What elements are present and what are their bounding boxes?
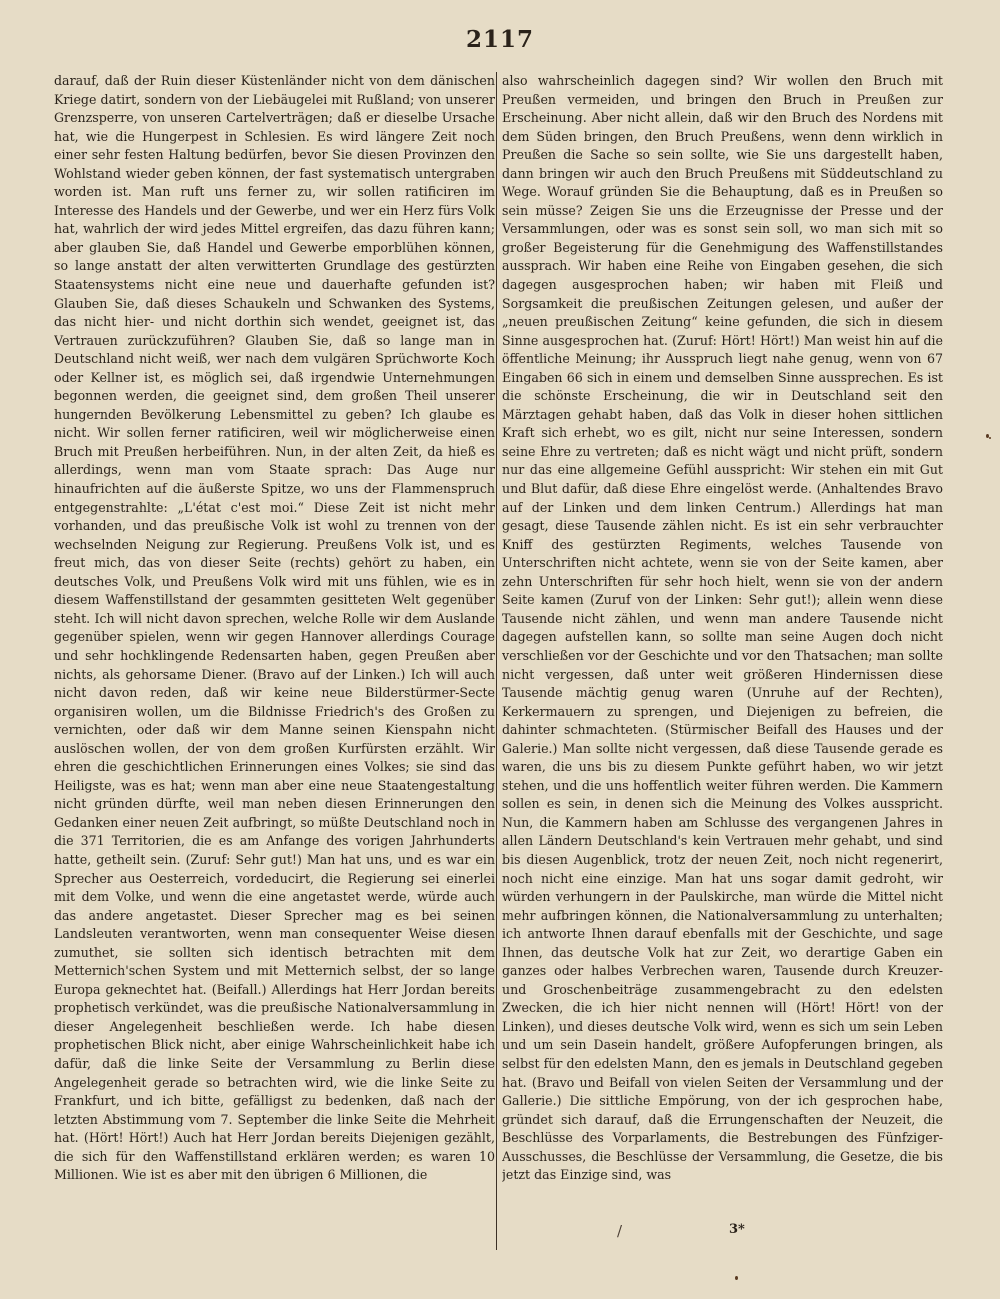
- ink-speck: [989, 437, 991, 439]
- page-number: 2117: [465, 26, 534, 53]
- right-column-text: also wahrscheinlich dagegen sind? Wir wollen den Bruch mit Preußen vermeiden, und bringen den Bruch in Preußen zur Erscheinung. Aber nicht allein, daß wir den Bruch des Nordens mit dem Süden bringen, den Bruch Preußens, wenn denn wirklich in Preußen die Sache so sein sollte, wie Sie uns dargestellt haben, dann bringen wir auch den Bruch Preußens mit Süddeutschland zu Wege. Worauf gründen Sie die Behauptung, daß es in Preußen so sein müsse? Zeigen Sie uns die Erzeugnisse der Presse und der Versammlungen, oder was es sonst sein soll, wo man sich mit so großer Begeisterung für die Genehmigung des Waffenstillstandes aussprach. Wir haben eine Reihe von Eingaben gesehen, die sich dagegen ausgesprochen haben; wir haben mit Fleiß und Sorgsamkeit die preußischen Zeitungen gelesen, und außer der „neuen preußischen Zeitung“ keine gefunden, die sich in diesem Sinne ausgesprochen hat. (Zuruf: Hört! Hört!) Man weist hin auf die öffentliche Meinung; ihr Ausspruch liegt nahe genug, wenn von 67 Eingaben 66 sich in einem und demselben Sinne aussprechen. Es ist die schönste Erscheinung, die wir in Deutschland seit den Märztagen gehabt haben, daß das Volk in dieser hohen sittlichen Kraft sich erhebt, wo es gilt, nicht nur seine Interessen, sondern seine Ehre zu vertreten; daß es nicht wägt und nicht prüft, sondern nur das eine allgemeine Gefühl ausspricht: Wir stehen ein mit Gut und Blut dafür, daß diese Ehre eingelöst werde. (Anhaltendes Bravo auf der Linken und dem linken Centrum.) Allerdings hat man gesagt, diese Tausende zählen nicht. Es ist ein sehr verbrauchter Kniff des gestürzten Regiments, welches Tausende von Unterschriften nicht achtete, wenn sie von der Seite kamen, aber zehn Unterschriften für sehr hoch hielt, wenn sie von der andern Seite kamen (Zuruf von der Linken: Sehr gut!); allein wenn diese Tausende nicht zählen, und wenn man andere Tausende nicht dagegen aufstellen kann, so sollte man seine Augen doch nicht verschließen vor der Geschichte und vor den Thatsachen; man sollte nicht vergessen, daß unter weit größeren Hindernissen diese Tausende mächtig genug waren (Unruhe auf der Rechten), Kerkermauern zu sprengen, und Diejenigen zu befreien, die dahinter schmachteten. (Stürmischer Beifall des Hauses und der Galerie.) Man sollte nicht vergessen, daß diese Tausende gerade es waren, die uns bis zu diesem Punkte geführt haben, wo wir jetzt stehen, und die uns hoffentlich weiter führen werden. Die Kammern sollen es sein, in denen sich die Meinung des Volkes ausspricht. Nun, die Kammern haben am Schlusse des vergangenen Jahres in allen Ländern Deutschland's kein Vertrauen mehr gehabt, und sind bis diesen Augenblick, trotz der neuen Zeit, noch nicht regenerirt, noch nicht eine einzige. Man hat uns sogar damit gedroht, wir würden verhungern in der Paulskirche, man würde die Mittel nicht mehr aufbringen können, die Nationalversammlung zu unterhalten; ich antworte Ihnen darauf ebenfalls mit der Geschichte, und sage Ihnen, das deutsche Volk hat zur Zeit, wo derartige Gaben ein ganzes oder halbes Verbrechen waren, Tausende durch Kreuzer- und Groschenbeiträge zusammengebracht zu den edelsten Zwecken, die ich hier nicht nennen will (Hört! Hört! von der Linken), und dieses deutsche Volk wird, wenn es sich um sein Leben und um sein Dasein handelt, größere Aufopferungen bringen, als selbst für den edelsten Mann, den es jemals in Deutschland gegeben hat. (Bravo und Beifall von vielen Seiten der Versammlung und der Gallerie.) Die sittliche Empörung, von der ich gesprochen habe, gründet sich darauf, daß die Errungenschaften der Neuzeit, die Beschlüsse des Vorparlaments, die Bestrebungen des Fünfziger-Ausschusses, die Beschlüsse der Versammlung, die Gesetze, die bis jetzt das Einzige sind, was: [502, 73, 943, 1183]
- right-column: [502, 72, 943, 1248]
- left-column-text: darauf, daß der Ruin dieser Küstenländer nicht von dem dänischen Kriege datirt, sondern von der Liebäugelei mit Rußland; von unserer Grenzsperre, von unseren Cartelverträgen; daß er dieselbe Ursache hat, wie die Hungerpest in Schlesien. Es wird längere Zeit noch einer sehr festen Haltung bedürfen, bevor Sie diesen Provinzen den Wohlstand wieder geben können, der fast systematisch untergraben worden ist. Man ruft uns ferner zu, wir sollen ratificiren im Interesse des Handels und der Gewerbe, und wer ein Herz fürs Volk hat, wahrlich der wird jedes Mittel ergreifen, das dazu führen kann; aber glauben Sie, daß Handel und Gewerbe emporblühen können, so lange anstatt der alten verwitterten Grundlage des gestürzten Staatensystems nicht eine neue und dauerhafte gefunden ist? Glauben Sie, daß dieses Schaukeln und Schwanken des Systems, das nicht hier- und nicht dorthin sich wendet, geeignet ist, das Vertrauen zurückzuführen? Glauben Sie, daß so lange man in Deutschland nicht weiß, wer nach dem vulgären Sprüchworte Koch oder Kellner ist, es möglich sei, daß irgendwie Unternehmungen begonnen werden, die geeignet sind, dem großen Theil unserer hungernden Bevölkerung Lebensmittel zu geben? Ich glaube es nicht. Wir sollen ferner ratificiren, weil wir möglicherweise einen Bruch mit Preußen herbeiführen. Nun, in der alten Zeit, da hieß es allerdings, wenn man vom Staate sprach: Das Auge nur hinaufrichten auf die äußerste Spitze, wo uns der Flammenspruch entgegenstrahlte: „L'état c'est moi.“ Diese Zeit ist nicht mehr vorhanden, und das preußische Volk ist wohl zu trennen von der wechselnden Neigung zur Regierung. Preußens Volk ist, und es freut mich, das von dieser Seite (rechts) gehört zu haben, ein deutsches Volk, und Preußens Volk wird mit uns fühlen, wie es in diesem Waffenstillstand der gesammten gesitteten Welt gegenüber steht. Ich will nicht davon sprechen, welche Rolle wir dem Auslande gegenüber spielen, wenn wir gegen Hannover allerdings Courage und sehr hochklingende Redensarten haben, gegen Preußen aber nichts, als gehorsame Diener. (Bravo auf der Linken.) Ich will auch nicht davon reden, daß wir keine neue Bilderstürmer-Secte organisiren wollen, um die Bildnisse Friedrich's des Großen zu vernichten, oder daß wir dem Manne seinen Kienspahn nicht auslöschen wollen, der von dem großen Kurfürsten erzählt. Wir ehren die geschichtlichen Erinnerungen eines Volkes; sie sind das Heiligste, was es hat; wenn man aber eine neue Staatengestaltung nicht gründen dürfte, weil man neben diesen Erinnerungen den Gedanken einer neuen Zeit aufbringt, so müßte Deutschland noch in die 371 Territorien, die es am Anfange des vorigen Jahrhunderts hatte, getheilt sein. (Zuruf: Sehr gut!) Man hat uns, und es war ein Sprecher aus Oesterreich, vordeducirt, die Regierung sei einerlei mit dem Volke, und wenn die eine angetastet werde, würde auch das andere angetastet. Dieser Sprecher mag es bei seinen Landsleuten verantworten, wenn man consequenter Weise diesen zumuthet, sie sollten sich identisch betrachten mit dem Metternich'schen System und mit Metternich selbst, der so lange Europa geknechtet hat. (Beifall.) Allerdings hat Herr Jordan bereits prophetisch verkündet, was die preußische Nationalversammlung in dieser Angelegenheit beschließen werde. Ich habe diesen prophetischen Blick nicht, aber einige Wahrscheinlichkeit habe ich dafür, daß die linke Seite der Versammlung zu Berlin diese Angelegenheit gerade so betrachten wird, wie die linke Seite zu Frankfurt, und ich bitte, gefälligst zu bedenken, daß nach der letzten Abstimmung vom 7. September die linke Seite die Mehrheit hat. (Hört! Hört!) Auch hat Herr Jordan bereits Diejenigen gezählt, die sich für den Waffenstillstand erklären werden; es waren 10 Millionen. Wie ist es aber mit den übrigen 6 Millionen, die: [54, 73, 495, 1183]
- ink-speck: [735, 1276, 738, 1280]
- pen-stroke-mark: /: [617, 1222, 623, 1240]
- column-divider: [496, 72, 497, 1250]
- left-column: [54, 72, 495, 1248]
- sheet-signature-mark: 3*: [729, 1222, 745, 1237]
